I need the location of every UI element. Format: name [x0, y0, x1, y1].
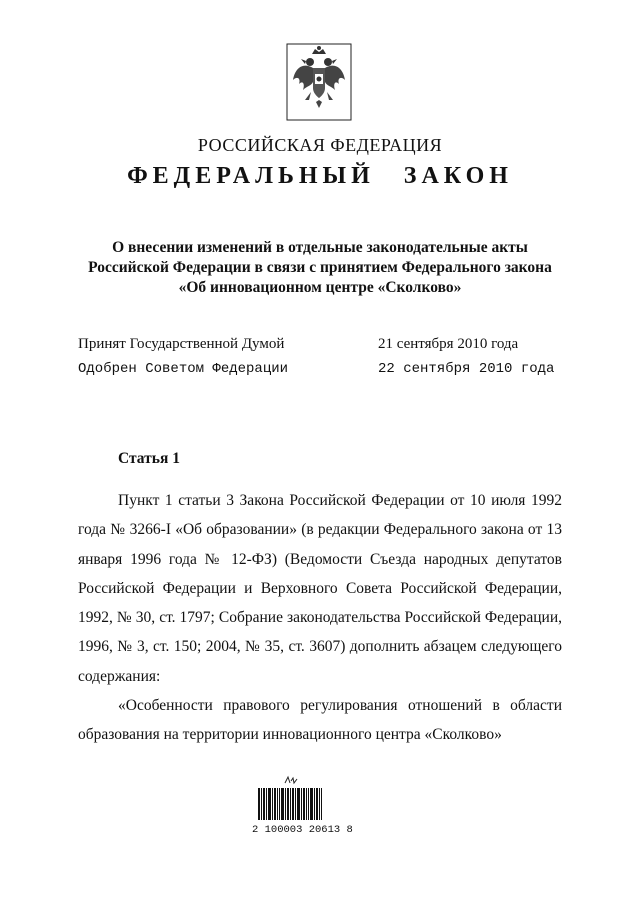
article-paragraph: «Особенности правового регулирования отношений в области образования на территории инновационного центра «Сколково» [78, 697, 562, 744]
adoption-date: 21 сентября 2010 года [378, 336, 519, 352]
subject-line: О внесении изменений в отдельные законодательные акты [112, 239, 528, 256]
subject-line: «Об инновационном центре «Сколково» [178, 279, 462, 296]
country-name: РОССИЙСКАЯ ФЕДЕРАЦИЯ [197, 135, 443, 155]
adoption-label: Принят Государственной Думой [78, 336, 285, 352]
subject-line: Российской Федерации в связи с принятием Федерального закона [88, 259, 552, 276]
barcode-image [258, 788, 322, 820]
approval-label: Одобрен Советом Федерации [78, 361, 289, 377]
article-body [78, 486, 562, 750]
barcode-number: 2 100003 20613 8 [252, 824, 353, 836]
handwritten-initials [284, 775, 298, 785]
coat-of-arms-icon [285, 42, 353, 122]
document-type-title: ФЕДЕРАЛЬНЫЙ ЗАКОН [127, 163, 513, 189]
law-subject [60, 238, 580, 298]
article-heading: Статья 1 [118, 450, 180, 467]
article-paragraph: Пункт 1 статьи 3 Закона Российской Федерации от 10 июля 1992 года № 3266-I «Об образовании» (в редакции Федерального закона от 13 января 1996 года № 12-ФЗ) (Ведомости Съезда народных депутатов Российской Федерации и Верховного Совета Российской Федерации, 1992, № 30, ст. 1797; Собрание законодательства Российской Федерации, 1996, № 3, ст. 150; 2004, № 35, ст. 3607) дополнить абзацем следующего содержания: [78, 492, 562, 685]
approval-date: 22 сентября 2010 года [378, 361, 555, 377]
